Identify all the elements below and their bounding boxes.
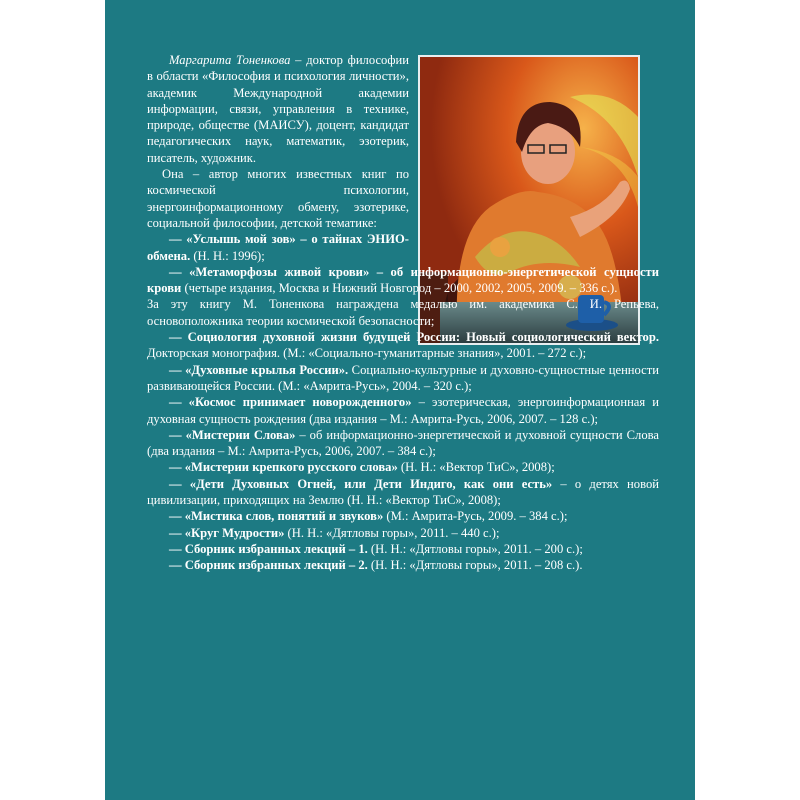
book-details: (Н. Н.: 1996); [190, 248, 265, 263]
book-details: (четыре издания, Москва и Нижний Новгород – 2000, 2002, 2005, 2009. – 336 с.). [181, 281, 618, 296]
book-details: (Н. Н.: «Дятловы горы», 2011. – 208 с.). [367, 558, 583, 573]
book-details: (Н. Н.: «Вектор ТиС», 2008); [397, 460, 555, 475]
book-title: — «Метаморфозы живой крови» – об информационно-энергетической сущности крови [147, 264, 659, 296]
book-title: — «Мистерии крепкого русского слова» [169, 460, 398, 475]
intro-text: – доктор философии в области «Философия и психология личности», академик Международной академии информации, связи, управления в технике, природе, обществе (МАИСУ), доцент, кандидат педагогических наук, математик, эзотерик, писатель, художник. [147, 53, 409, 165]
book-item [147, 329, 659, 362]
book-item [147, 362, 659, 395]
book-details: Докторская монография. (М.: «Социально-гуманитарные знания», 2001. – 272 с.); [147, 346, 587, 361]
book-item [147, 459, 659, 475]
book-item [147, 264, 659, 297]
books-intro-paragraph: Она – автор многих известных книг по космической психологии, энергоинформационному обмену, эзотерике, социальной философии, детской тематике: [147, 167, 409, 230]
book-details: (Н. Н.: «Дятловы горы», 2011. – 200 с.); [367, 541, 583, 556]
book-title: — «Дети Духовных Огней, или Дети Индиго, как они есть» [169, 476, 553, 491]
book-item [147, 525, 659, 541]
book-item [147, 394, 659, 427]
book-title: — «Услышь мой зов» – о тайнах ЭНИО-обмена. [147, 232, 409, 263]
book-title: — «Космос принимает новорожденного» [169, 395, 412, 410]
book-details: (Н. Н.: «Дятловы горы», 2011. – 440 с.); [284, 525, 500, 540]
award-paragraph: За эту книгу М. Тоненкова награждена медалью им. академика С. И. Репьева, основоположника теории космической безопасности; [147, 297, 659, 328]
author-name: Маргарита Тоненкова [169, 53, 291, 67]
book-title: — «Духовные крылья России». [169, 362, 349, 377]
book-item [147, 231, 409, 264]
intro-paragraph [147, 52, 409, 166]
book-details: – об информационно-энергетической и духовной сущности Слова (два издания – М.: Амрита-Русь, 2006, 2007. – 384 с.); [147, 427, 659, 459]
cover-text [147, 52, 659, 574]
book-title: — «Круг Мудрости» [169, 525, 285, 540]
book-title: — «Мистерии Слова» [169, 427, 296, 442]
book-details: Социально-культурные и духовно-сущностные ценности развивающейся России. (М.: «Амрита-Русь», 2004. – 320 с.); [147, 362, 659, 393]
book-item [147, 508, 659, 524]
book-title: — Сборник избранных лекций – 2. [169, 558, 368, 573]
book-item [147, 557, 659, 573]
book-item [147, 541, 659, 557]
book-item [147, 476, 659, 509]
book-title: — Сборник избранных лекций – 1. [169, 541, 368, 556]
book-title: — Социология духовной жизни будущей России: Новый социологический вектор. [169, 330, 659, 345]
book-details: (М.: Амрита-Русь, 2009. – 384 с.); [383, 509, 568, 524]
book-details: – эзотерическая, энергоинформационная и духовная сущность рождения (два издания – М.: Амрита-Русь, 2006, 2007. – 128 с.); [147, 395, 659, 426]
book-title: — «Мистика слов, понятий и звуков» [169, 509, 384, 524]
book-details: – о детях новой цивилизации, приходящих на Землю (Н. Н.: «Вектор ТиС», 2008); [147, 476, 659, 508]
book-item [147, 427, 659, 460]
